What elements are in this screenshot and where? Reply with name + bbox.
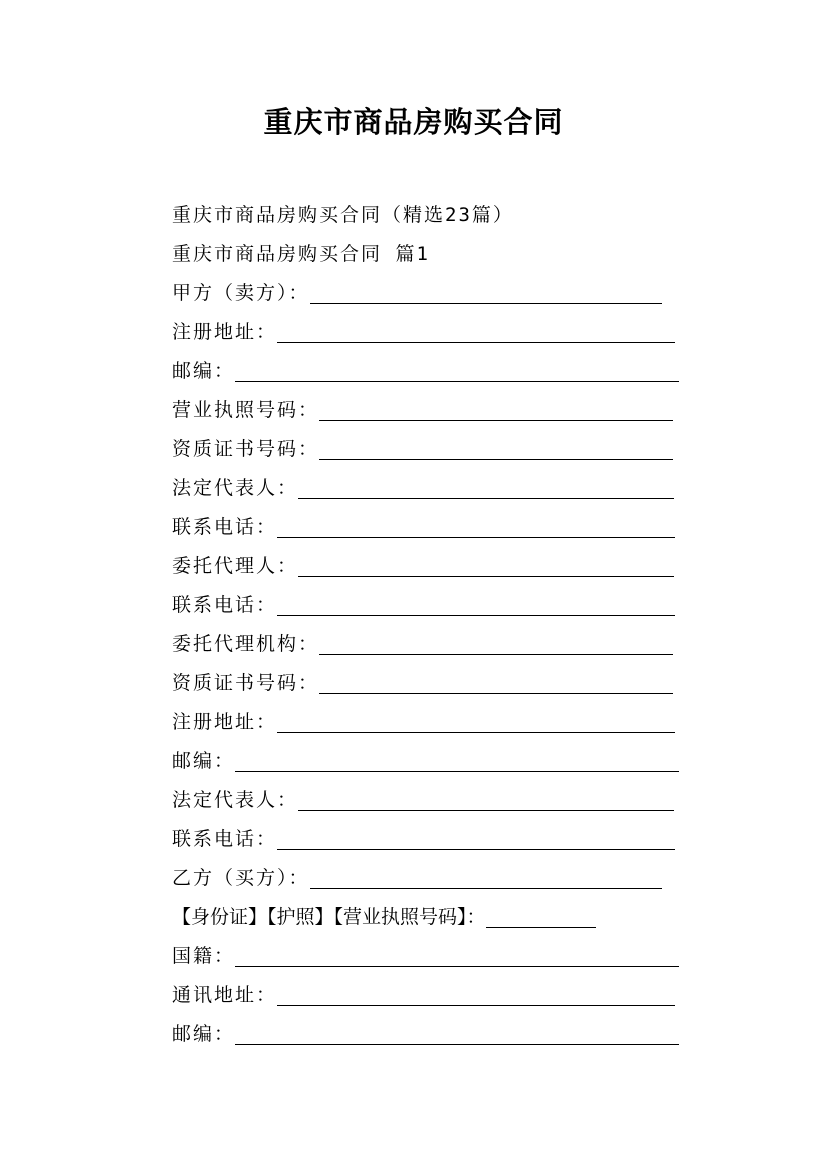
field-label: 资质证书号码： bbox=[172, 438, 320, 460]
field-phone-a bbox=[172, 508, 692, 547]
field-label: 联系电话： bbox=[172, 594, 278, 616]
fill-blank[interactable] bbox=[319, 459, 673, 460]
field-postcode-b bbox=[172, 1015, 692, 1054]
field-label: 乙方（买方）： bbox=[172, 867, 310, 889]
field-label: 营业执照号码： bbox=[172, 399, 320, 421]
field-label: 委托代理机构： bbox=[172, 633, 320, 655]
field-party-b bbox=[172, 859, 692, 898]
field-label: 邮编： bbox=[172, 360, 236, 382]
field-label: 注册地址： bbox=[172, 711, 278, 733]
field-agency-address bbox=[172, 703, 692, 742]
field-agency-postcode bbox=[172, 742, 692, 781]
fill-blank[interactable] bbox=[277, 342, 675, 343]
fill-blank[interactable] bbox=[319, 654, 673, 655]
fill-blank[interactable] bbox=[310, 303, 662, 304]
field-label: 甲方（卖方）： bbox=[172, 282, 310, 304]
field-legal-rep bbox=[172, 469, 692, 508]
field-label: 国籍： bbox=[172, 945, 236, 967]
fill-blank[interactable] bbox=[277, 615, 675, 616]
fill-blank[interactable] bbox=[235, 771, 679, 772]
field-qualification-cert bbox=[172, 430, 692, 469]
field-agent-phone bbox=[172, 586, 692, 625]
fill-blank[interactable] bbox=[277, 849, 675, 850]
field-label: 委托代理人： bbox=[172, 555, 299, 577]
field-agent bbox=[172, 547, 692, 586]
field-agency-legal-rep bbox=[172, 781, 692, 820]
field-label: 注册地址： bbox=[172, 321, 278, 343]
fill-blank[interactable] bbox=[277, 537, 675, 538]
field-label: 【身份证】【护照】【营业执照号码】： bbox=[172, 906, 486, 928]
field-id-document bbox=[172, 898, 692, 937]
fill-blank[interactable] bbox=[235, 1044, 679, 1045]
fill-blank[interactable] bbox=[486, 927, 596, 928]
field-label: 邮编： bbox=[172, 1023, 236, 1045]
field-label: 法定代表人： bbox=[172, 477, 299, 499]
field-label: 资质证书号码： bbox=[172, 672, 320, 694]
field-nationality bbox=[172, 937, 692, 976]
fill-blank[interactable] bbox=[277, 732, 675, 733]
field-label: 联系电话： bbox=[172, 516, 278, 538]
field-registered-address-a bbox=[172, 313, 692, 352]
field-party-a bbox=[172, 274, 692, 313]
document-subtitle: 重庆市商品房购买合同（精选23篇） bbox=[172, 204, 514, 226]
field-agency-phone bbox=[172, 820, 692, 859]
field-label: 通讯地址： bbox=[172, 984, 278, 1006]
field-business-license bbox=[172, 391, 692, 430]
fill-blank[interactable] bbox=[235, 966, 679, 967]
fill-blank[interactable] bbox=[298, 810, 674, 811]
fill-blank[interactable] bbox=[235, 381, 679, 382]
field-label: 联系电话： bbox=[172, 828, 278, 850]
fill-blank[interactable] bbox=[319, 693, 673, 694]
field-postcode-a bbox=[172, 352, 692, 391]
fill-blank[interactable] bbox=[298, 576, 674, 577]
fill-blank[interactable] bbox=[319, 420, 673, 421]
document-body bbox=[172, 196, 692, 1054]
field-mailing-address bbox=[172, 976, 692, 1015]
field-label: 邮编： bbox=[172, 750, 236, 772]
fill-blank[interactable] bbox=[298, 498, 674, 499]
field-agency-cert bbox=[172, 664, 692, 703]
section-heading: 重庆市商品房购买合同 篇1 bbox=[172, 243, 430, 265]
document-title: 重庆市商品房购买合同 bbox=[263, 105, 564, 139]
field-label: 法定代表人： bbox=[172, 789, 299, 811]
field-agency bbox=[172, 625, 692, 664]
fill-blank[interactable] bbox=[277, 1005, 675, 1006]
fill-blank[interactable] bbox=[310, 888, 662, 889]
